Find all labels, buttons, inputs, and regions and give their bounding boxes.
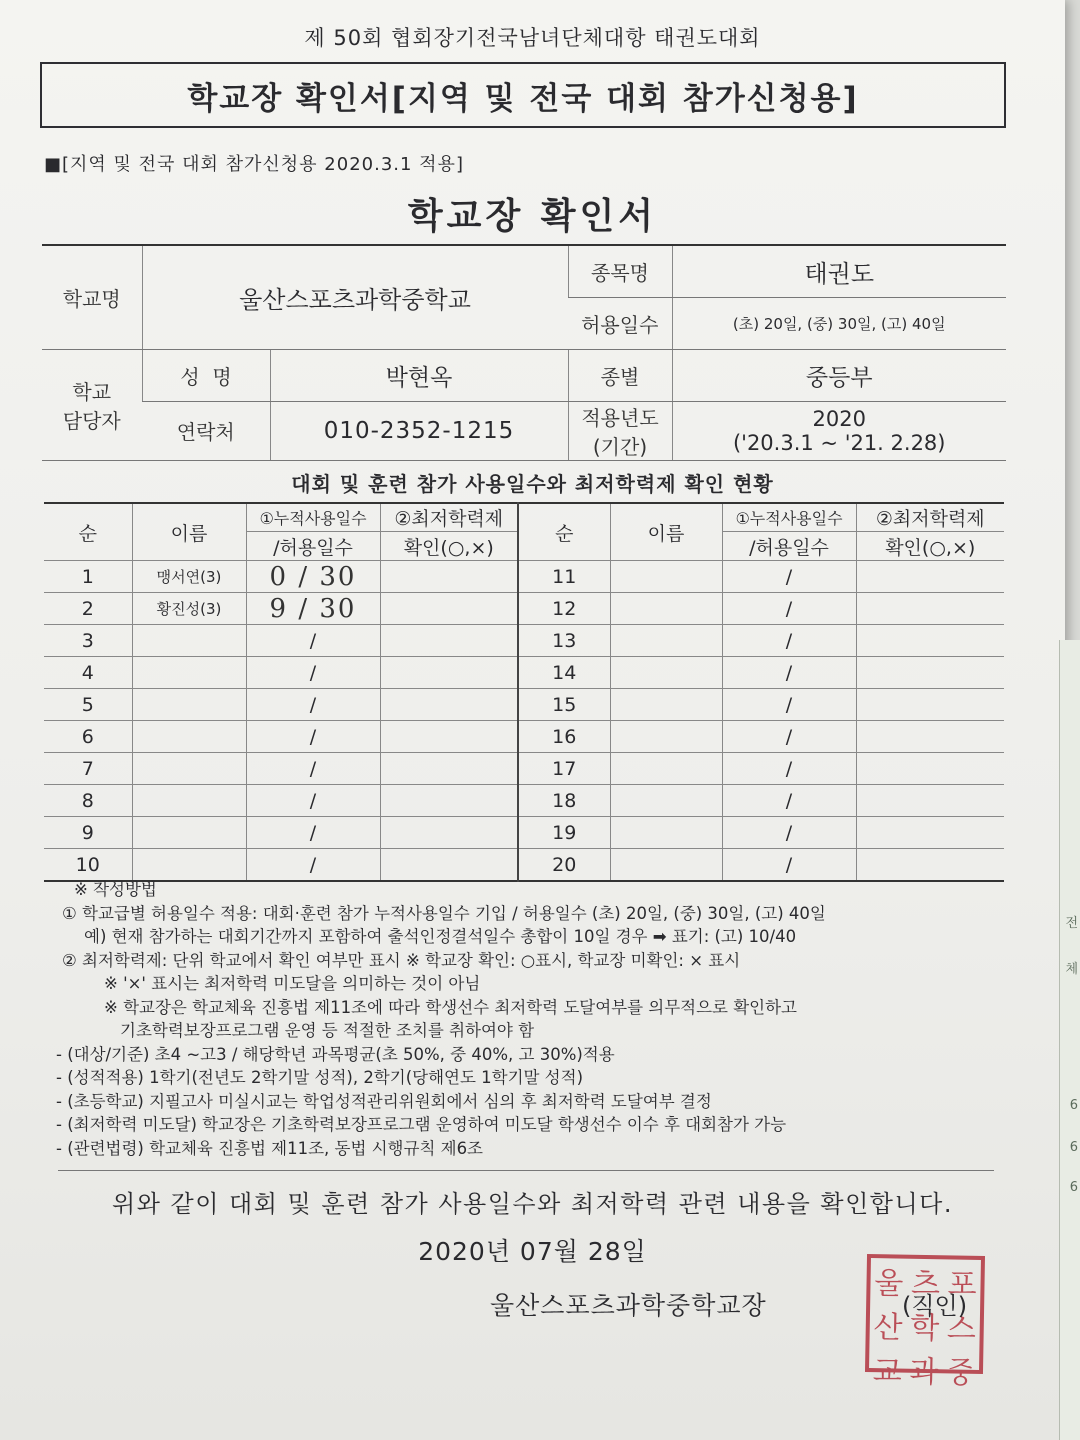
row-check xyxy=(856,849,1004,882)
divider xyxy=(58,1170,994,1171)
row-name xyxy=(132,849,246,882)
phone-label: 연락처 xyxy=(142,401,270,460)
sport-value: 태권도 xyxy=(672,245,1006,297)
row-no: 9 xyxy=(44,817,132,849)
row-days: / xyxy=(246,849,380,882)
allowed-days-value: (초) 20일, (중) 30일, (고) 40일 xyxy=(672,297,1006,349)
method-line: - (대상/기준) 초4 ~고3 / 해당학년 과목평균(초 50%, 중 40%, 고 30%)적용 xyxy=(56,1044,615,1064)
col-name-header: 이름 xyxy=(132,503,246,561)
row-check xyxy=(380,721,518,753)
col-check-header-2-right: 확인(○,×) xyxy=(856,532,1004,561)
contact-person-label-line2: 담당자 xyxy=(62,408,121,433)
row-check xyxy=(380,625,518,657)
seal-glyph: 학 xyxy=(909,1310,940,1347)
row-check xyxy=(856,817,1004,849)
table-row xyxy=(44,657,1004,689)
row-name xyxy=(132,625,246,657)
col-no-header: 순 xyxy=(44,503,132,561)
col-days-header-2: /허용일수 xyxy=(246,532,380,561)
method-line: - (성적적용) 1학기(전년도 2학기말 성적), 2학기(당해연도 1학기말 성적) xyxy=(56,1068,584,1087)
name-value: 박현옥 xyxy=(270,349,568,401)
seal-glyph: 츠 xyxy=(910,1266,941,1303)
row-check xyxy=(856,593,1004,625)
row-check xyxy=(380,561,518,593)
row-name xyxy=(132,753,246,785)
row-no: 6 xyxy=(44,721,132,753)
year-label-line1: 적용년도 xyxy=(581,405,659,430)
info-table xyxy=(42,244,1006,461)
row-days: / xyxy=(722,625,856,657)
usage-table xyxy=(44,502,1004,882)
year-value-line2: ('20.3.1 ~ '21. 2.28) xyxy=(732,430,946,455)
row-no: 4 xyxy=(44,657,132,689)
row-name xyxy=(132,689,246,721)
row-no: 15 xyxy=(518,689,610,721)
row-name xyxy=(610,625,722,657)
principal-signature: 울산스포츠과학중학교장 xyxy=(490,1291,767,1320)
method-line: ① 학교급별 허용일수 적용: 대회·훈련 참가 누적사용일수 기입 / 허용일수 (초) 20일, (중) 30일, (고) 40일 xyxy=(62,903,826,923)
method-title: ※ 작성방법 xyxy=(74,880,157,899)
table-row xyxy=(44,849,1004,882)
seal-glyph: 스 xyxy=(946,1311,977,1347)
row-no: 19 xyxy=(518,817,610,849)
row-name xyxy=(610,721,722,753)
year-label xyxy=(568,401,672,460)
row-no: 10 xyxy=(44,849,132,882)
row-name xyxy=(610,849,722,882)
table-row xyxy=(44,753,1004,785)
event-header: 제 50회 협회장기전국남녀단체대항 태권도대회 xyxy=(304,26,761,50)
row-no: 7 xyxy=(44,753,132,785)
row-days: / xyxy=(246,753,380,785)
method-line: 예) 현재 참가하는 대회기간까지 포함하여 출석인정결석일수 총합이 10일 경우 ➡ 표기: (고) 10/40 xyxy=(84,927,797,946)
row-name: 맹서연(3) xyxy=(132,561,246,593)
section-title: 대회 및 훈련 참가 사용일수와 최저학력제 확인 현황 xyxy=(291,472,774,496)
sport-label: 종목명 xyxy=(568,245,672,297)
row-check xyxy=(856,561,1004,593)
division-label: 종별 xyxy=(568,349,672,401)
form-title-box xyxy=(40,62,1006,128)
row-days: / xyxy=(722,785,856,817)
form-title: 학교장 확인서[지역 및 전국 대회 참가신청용] xyxy=(187,80,859,117)
seal-label: (직인) xyxy=(902,1292,968,1320)
contact-person-label xyxy=(42,349,142,460)
row-no: 13 xyxy=(518,625,610,657)
method-line: - (최저학력 미도달) 학교장은 기초학력보장프로그램 운영하여 미도달 학생선수 이수 후 대회참가 가능 xyxy=(56,1115,787,1134)
seal-glyph: 산 xyxy=(873,1310,903,1346)
row-check xyxy=(380,817,518,849)
col-no-header-right: 순 xyxy=(518,503,610,561)
row-name xyxy=(610,753,722,785)
row-no: 8 xyxy=(44,785,132,817)
row-name xyxy=(610,657,722,689)
edge-glyph: 6 xyxy=(1069,1098,1078,1113)
row-days: / xyxy=(722,593,856,625)
method-line: ※ '×' 표시는 최저학력 미도달을 의미하는 것이 아님 xyxy=(104,974,481,993)
allowed-days-label: 허용일수 xyxy=(568,297,672,349)
row-days: / xyxy=(246,785,380,817)
row-check xyxy=(380,849,518,882)
year-label-line2: (기간) xyxy=(592,434,648,459)
form-sub-note: ■[지역 및 전국 대회 참가신청용 2020.3.1 적용] xyxy=(44,154,464,175)
table-row xyxy=(44,721,1004,753)
name-label: 성 명 xyxy=(142,349,270,401)
issue-date: 2020년 07월 28일 xyxy=(418,1237,647,1266)
edge-glyph: 전 xyxy=(1065,916,1078,931)
edge-glyph: 6 xyxy=(1069,1180,1078,1195)
row-no: 16 xyxy=(518,721,610,753)
table-header-row xyxy=(44,503,1004,532)
edge-glyph: 체 xyxy=(1065,962,1078,977)
writing-method xyxy=(56,878,1022,1160)
row-days: / xyxy=(722,561,856,593)
school-value: 울산스포츠과학중학교 xyxy=(142,245,568,349)
phone-value: 010-2352-1215 xyxy=(270,401,568,460)
row-no: 14 xyxy=(518,657,610,689)
row-days: / xyxy=(246,817,380,849)
col-check-header: ②최저학력제 xyxy=(380,503,518,532)
row-no: 1 xyxy=(44,561,132,593)
page-title: 학교장 확인서 xyxy=(407,196,658,237)
method-line: 기초학력보장프로그램 운영 등 적절한 조치를 취하여야 함 xyxy=(120,1021,535,1040)
seal-glyph: 중 xyxy=(945,1355,976,1391)
row-check xyxy=(856,689,1004,721)
row-check xyxy=(856,721,1004,753)
row-days: / xyxy=(246,721,380,753)
row-no: 12 xyxy=(518,593,610,625)
row-check xyxy=(380,785,518,817)
row-days: / xyxy=(722,721,856,753)
table-row xyxy=(44,561,1004,593)
col-name-header-right: 이름 xyxy=(610,503,722,561)
table-row xyxy=(44,689,1004,721)
row-no: 20 xyxy=(518,849,610,882)
seal-glyph: 포 xyxy=(947,1267,977,1303)
method-line: ② 최저학력제: 단위 학교에서 확인 여부만 표시 ※ 학교장 확인: ○표시, 학교장 미확인: × 표시 xyxy=(62,950,741,970)
row-check xyxy=(856,785,1004,817)
col-days-header-right: ①누적사용일수 xyxy=(722,503,856,532)
contact-person-label-line1: 학교 xyxy=(72,379,112,404)
row-check xyxy=(856,625,1004,657)
year-value xyxy=(672,401,1006,460)
method-line: ※ 학교장은 학교체육 진흥법 제11조에 따라 학생선수 최저학력 도달여부를 의무적으로 확인하고 xyxy=(104,997,797,1017)
table-row xyxy=(44,817,1004,849)
table-row xyxy=(44,785,1004,817)
row-no: 11 xyxy=(518,561,610,593)
row-days: / xyxy=(246,657,380,689)
division-value: 중등부 xyxy=(672,349,1006,401)
row-check xyxy=(856,753,1004,785)
year-value-line1: 2020 xyxy=(812,406,866,431)
row-name xyxy=(610,561,722,593)
row-name xyxy=(610,593,722,625)
row-days: / xyxy=(722,689,856,721)
school-label: 학교명 xyxy=(42,245,142,349)
seal-glyph: 울 xyxy=(874,1266,904,1302)
row-name xyxy=(610,817,722,849)
row-check xyxy=(380,689,518,721)
underlying-page-edge xyxy=(1059,640,1080,1440)
table-row xyxy=(44,625,1004,657)
row-check xyxy=(856,657,1004,689)
method-line: - (초등학교) 지필고사 미실시교는 학업성적관리위원회에서 심의 후 최저학력 도달여부 결정 xyxy=(56,1091,712,1111)
row-days: / xyxy=(722,849,856,882)
row-name xyxy=(132,657,246,689)
row-name xyxy=(610,785,722,817)
row-no: 17 xyxy=(518,753,610,785)
row-name xyxy=(132,785,246,817)
row-name: 황진성(3) xyxy=(132,593,246,625)
row-check xyxy=(380,593,518,625)
row-days: / xyxy=(722,753,856,785)
row-days: / xyxy=(722,657,856,689)
row-name xyxy=(132,721,246,753)
row-check xyxy=(380,657,518,689)
row-days: / xyxy=(246,689,380,721)
row-days: 0 / 30 xyxy=(246,561,380,593)
row-no: 5 xyxy=(44,689,132,721)
row-check xyxy=(380,753,518,785)
row-name xyxy=(610,689,722,721)
method-line: - (관련법령) 학교체육 진흥법 제11조, 동법 시행규칙 제6조 xyxy=(56,1138,483,1158)
row-no: 18 xyxy=(518,785,610,817)
seal-glyph: 과 xyxy=(909,1354,939,1391)
table-row xyxy=(44,593,1004,625)
confirm-statement: 위와 같이 대회 및 훈련 참가 사용일수와 최저학력 관련 내용을 확인합니다. xyxy=(112,1190,953,1218)
col-days-header-2-right: /허용일수 xyxy=(722,532,856,561)
col-days-header: ①누적사용일수 xyxy=(246,503,380,532)
row-no: 2 xyxy=(44,593,132,625)
row-days: 9 / 30 xyxy=(246,593,380,625)
col-check-header-right: ②최저학력제 xyxy=(856,503,1004,532)
row-days: / xyxy=(246,625,380,657)
row-no: 3 xyxy=(44,625,132,657)
row-name xyxy=(132,817,246,849)
edge-glyph: 6 xyxy=(1069,1140,1078,1155)
seal-glyph: 교 xyxy=(872,1354,903,1390)
row-days: / xyxy=(722,817,856,849)
col-check-header-2: 확인(○,×) xyxy=(380,532,518,561)
